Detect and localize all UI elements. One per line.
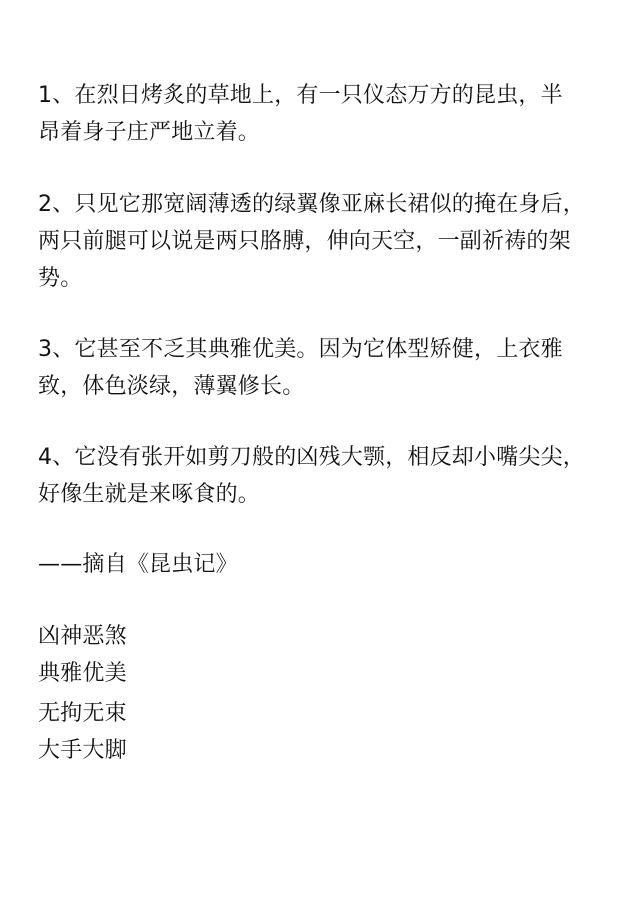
source-citation-text: ——摘自《昆虫记》 xyxy=(38,552,238,577)
word-pair-1-first: 凶神恶煞 xyxy=(38,624,127,649)
paragraph-4-line-1: 4、它没有张开如剪刀般的凶残大颚，相反却小嘴尖尖， xyxy=(38,445,585,470)
paragraph-2 xyxy=(38,186,604,297)
paragraph-3-line-1: 3、它甚至不乏其典雅优美。因为它体型矫健，上衣雅 xyxy=(38,337,563,362)
paragraph-1 xyxy=(38,77,604,151)
word-pair-1-second: 典雅优美 xyxy=(38,661,127,686)
paragraph-2-line-1: 2、只见它那宽阔薄透的绿翼像亚麻长裙似的掩在身后， xyxy=(38,192,585,217)
word-pair-row-2-line xyxy=(38,695,604,769)
word-pair-2-first: 无拘无束 xyxy=(38,701,127,726)
paragraph-4 xyxy=(38,439,604,513)
word-pair-row-2 xyxy=(38,695,604,769)
paragraph-3-line-2: 致，体色淡绿，薄翼修长。 xyxy=(38,374,305,399)
word-pair-row-1-line xyxy=(38,618,604,692)
paragraph-3 xyxy=(38,331,604,405)
paragraph-1-line-1: 1、在烈日烤炙的草地上，有一只仪态万方的昆虫，半 xyxy=(38,83,563,108)
word-pair-row-1 xyxy=(38,618,604,692)
paragraph-1-line-2: 昂着身子庄严地立着。 xyxy=(38,120,261,145)
paragraph-2-line-2: 两只前腿可以说是两只胳膊，伸向天空，一副祈祷的架 xyxy=(38,229,571,254)
paragraph-4-line-2: 好像生就是来啄食的。 xyxy=(38,482,261,507)
paragraph-2-line-3: 势。 xyxy=(38,266,83,291)
word-pair-2-second: 大手大脚 xyxy=(38,738,127,763)
source-citation xyxy=(38,546,604,583)
